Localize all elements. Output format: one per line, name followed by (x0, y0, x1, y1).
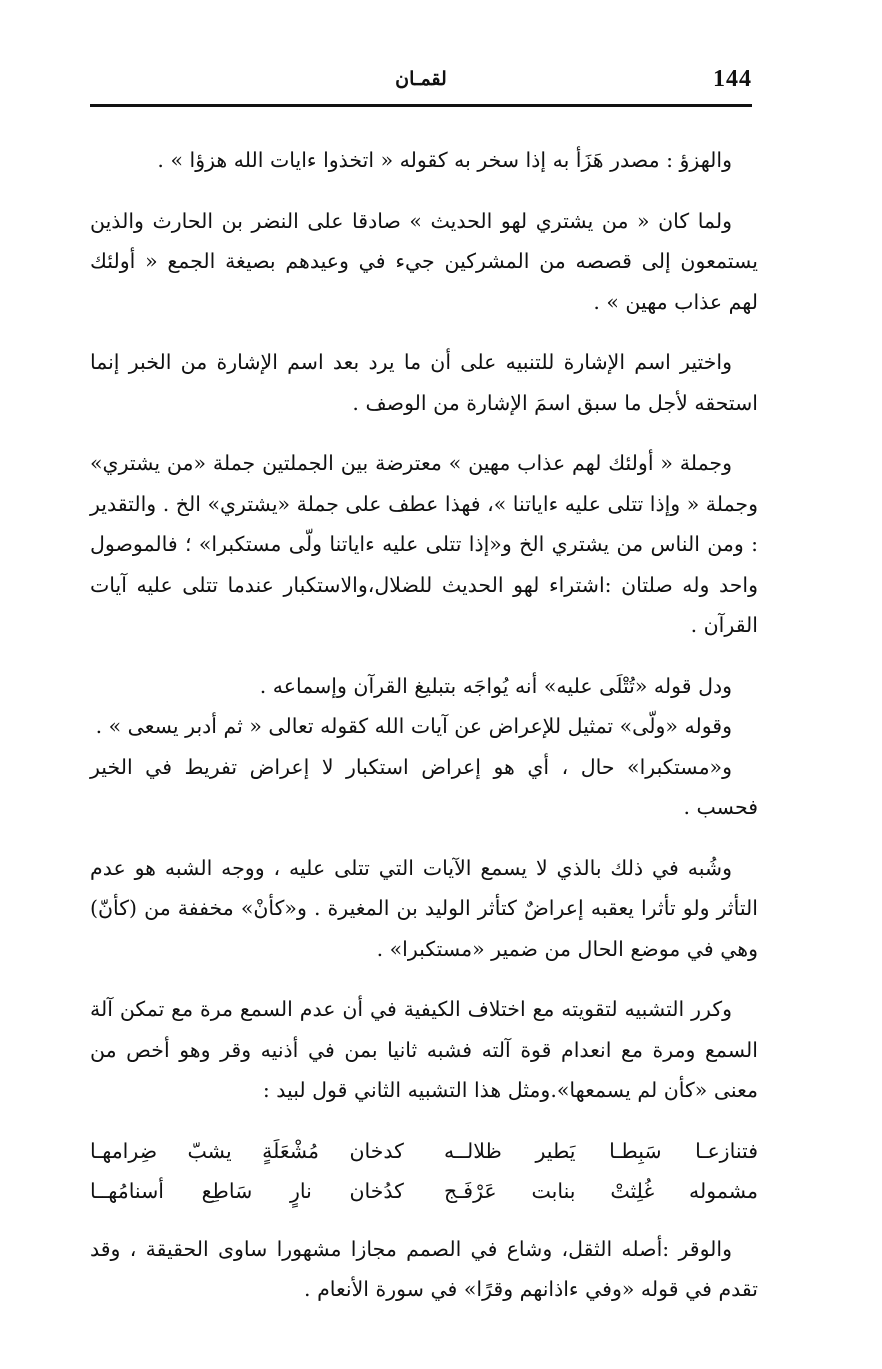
poem-verse-2-first-hemistich: مشموله غُلِثتْ بنابت عَرْفَـج (444, 1178, 758, 1203)
poem-verse-1-first-hemistich: فتنازعـا سَبِطـا يَطير ظلالــه (444, 1138, 758, 1163)
poem-verse-1 (90, 1131, 758, 1171)
poem-verse-2 (90, 1171, 758, 1211)
paragraph-10: والوقر :أصله الثقل، وشاع في الصمم مجازا مشهورا ساوى الحقيقة ، وقد تقدم في قوله «وفي ءاذانهم وقرًا» في سورة الأنعام . (90, 1236, 758, 1301)
paragraph-5: ودل قوله «تُتْلَى عليه» أنه يُواجَه بتبليغ القرآن وإسماعه . (259, 673, 732, 698)
poem-verses (90, 1131, 758, 1211)
running-title: لقمـان (395, 68, 447, 90)
paragraph-7: و«مستكبرا» حال ، أي هو إعراض استكبار لا إعراض تفريط في الخير فحسب . (90, 754, 758, 819)
paragraph-4: وجملة « أولئك لهم عذاب مهين » معترضة بين الجملتين جملة «من يشتري» وجملة « وإذا تتلى عليه ءاياتنا »، فهذا عطف على جملة «يشتري» الخ . والتقدير : ومن الناس من يشتري الخ و«إذا تتلى عليه ءاياتنا ولّى مستكبرا» ؛ فالموصول واحد وله صلتان :اشتراء لهو الحديث للضلال،والاستكبار عندما تتلى عليه آيات القرآن . (90, 451, 758, 637)
poem-verse-1-second-hemistich: كدخان مُشْعَلَةٍ يشبّ ضِرامهـا (90, 1138, 404, 1163)
paragraph-3: واختير اسم الإشارة للتنبيه على أن ما يرد بعد اسم الإشارة من الخبر إنما استحقه لأجل ما سبق اسمَ الإشارة من الوصف . (90, 350, 758, 415)
paragraph-2: ولما كان « من يشتري لهو الحديث » صادقا على النضر بن الحارث والذين يستمعون إلى قصصه من المشركين جيء في وعيدهم بصيغة الجمع « أولئك لهم عذاب مهين » . (90, 208, 758, 314)
page-body (90, 140, 758, 1330)
poem-verse-2-second-hemistich: كدُخان نارٍ سَاطِع أسنامُهــا (90, 1178, 404, 1203)
page-header (90, 60, 752, 107)
page-number: 144 (713, 66, 752, 92)
paragraph-9: وكرر التشبيه لتقويته مع اختلاف الكيفية في أن عدم السمع مرة مع تمكن آلة السمع ومرة مع انعدام قوة آلته فشبه ثانيا بمن في أذنيه وقر وهو أخص من معنى «كأن لم يسمعها».ومثل هذا التشبيه الثاني قول لبيد : (90, 997, 758, 1102)
paragraph-6: وقوله «ولّى» تمثيل للإعراض عن آيات الله كقوله تعالى « ثم أدبر يسعى » . (95, 714, 732, 738)
paragraph-1: والهزؤ : مصدر هَزَأ به إذا سخر به كقوله « اتخذوا ءايات الله هزؤا » . (157, 148, 732, 172)
paragraph-8: وشُبه في ذلك بالذي لا يسمع الآيات التي تتلى عليه ، ووجه الشبه هو عدم التأثر ولو تأثرا يعقبه إعراضٌ كتأثر الوليد بن المغيرة . و«كأنْ» مخففة من (كأنّ) وهي في موضع الحال من ضمير «مستكبرا» . (90, 855, 758, 961)
